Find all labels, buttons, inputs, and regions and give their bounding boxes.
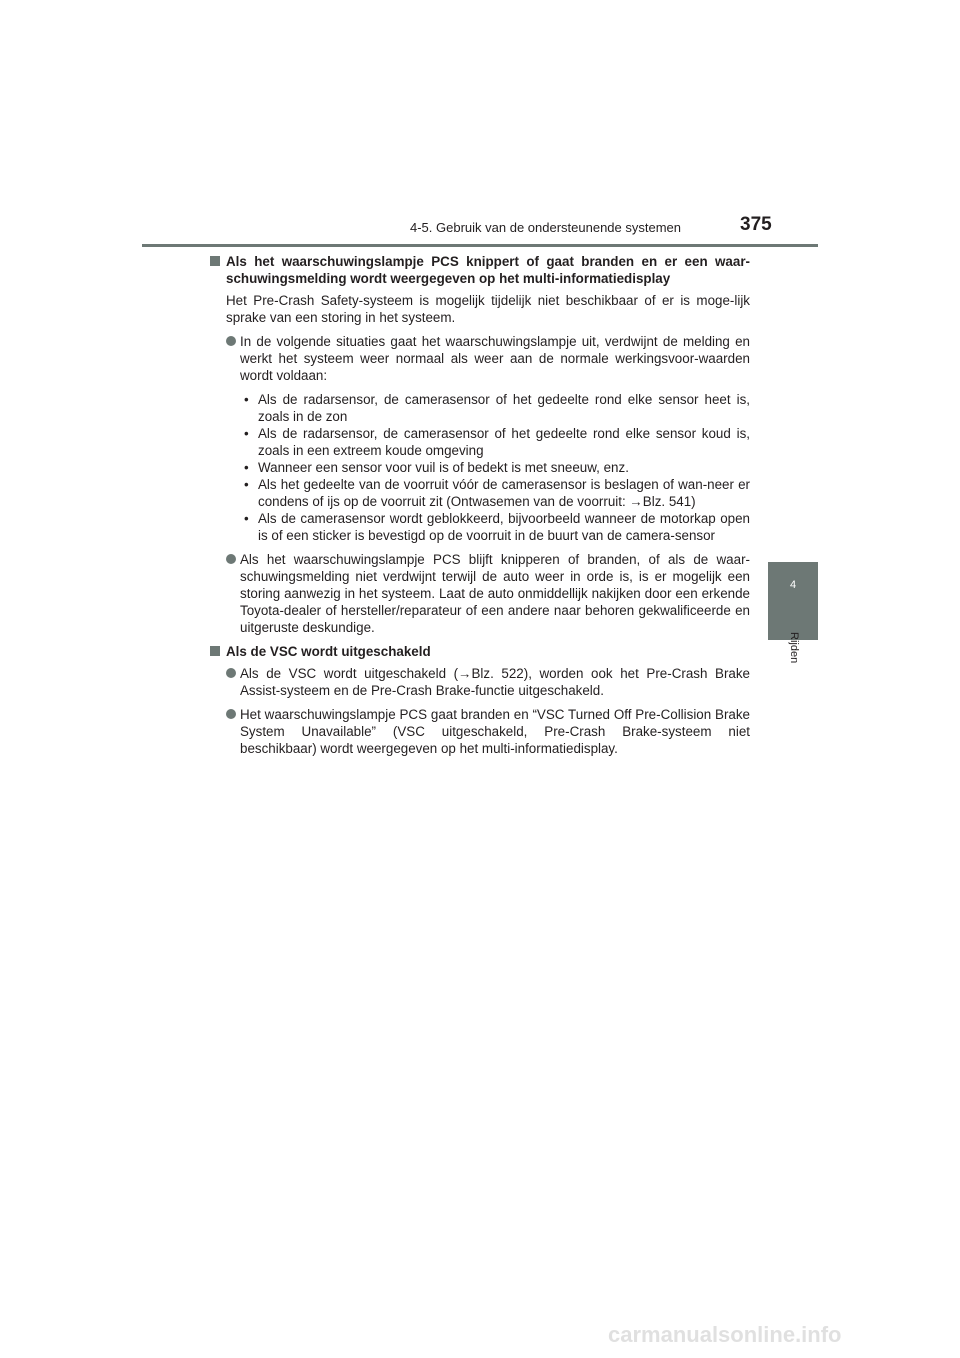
header-divider	[142, 244, 818, 247]
circle-bullet-icon	[226, 336, 236, 346]
section-heading	[210, 643, 750, 660]
list-item	[210, 706, 750, 757]
sub-list-item-text: Als het gedeelte van de voorruit vóór de camerasensor is beslagen of wan-neer er condens of ijs op de voorruit zit (Ontwasemen van de voorruit: →Blz. 541)	[258, 477, 750, 509]
list-item-text: Als het waarschuwingslampje PCS blijft knipperen of branden, of als de waar-schuwingsmelding niet verdwijnt terwijl de auto weer in orde is, is er mogelijk een storing aanwezig in het systeem. Laat de auto onmiddellijk nakijken door een erkende Toyota-dealer of hersteller/reparateur of een andere naar behoren gekwalificeerde en uitgeruste deskundige.	[240, 552, 750, 635]
sub-list-item: • Als de radarsensor, de camerasensor of het gedeelte rond elke sensor heet is, zoals in de zon	[244, 392, 750, 424]
list-item-text: Als de VSC wordt uitgeschakeld (→Blz. 522), worden ook het Pre-Crash Brake Assist-systeem en de Pre-Crash Brake-functie uitgeschakeld.	[240, 666, 750, 698]
sub-list-item: • Als de camerasensor wordt geblokkeerd, bijvoorbeeld wanneer de motorkap open is of een sticker is bevestigd op de voorruit in de buurt van de camera-sensor	[244, 511, 750, 543]
section-heading-text: Als het waarschuwingslampje PCS knippert of gaat branden en er een waar-schuwingsmelding wordt weergegeven op het multi-informatiedisplay	[226, 254, 750, 286]
sub-list-item-text: Als de radarsensor, de camerasensor of het gedeelte rond elke sensor heet is, zoals in de zon	[258, 392, 750, 424]
sub-list-item-text: Als de camerasensor wordt geblokkeerd, bijvoorbeeld wanneer de motorkap open is of een sticker is bevestigd op de voorruit in de buurt van de camera-sensor	[258, 511, 750, 543]
sub-list	[210, 391, 750, 544]
paragraph: Het Pre-Crash Safety-systeem is mogelijk tijdelijk niet beschikbaar of er is moge-lijk sprake van een storing in het systeem.	[226, 293, 750, 325]
section-heading	[210, 253, 750, 287]
list-item	[210, 551, 750, 636]
chapter-tab: 4	[768, 562, 818, 640]
sub-list-item-text: Wanneer een sensor voor vuil is of bedekt is met sneeuw, enz.	[258, 460, 629, 475]
circle-bullet-icon	[226, 668, 236, 678]
circle-bullet-icon	[226, 709, 236, 719]
list-item-text: In de volgende situaties gaat het waarschuwingslampje uit, verdwijnt de melding en werkt het systeem weer normaal als weer aan de normale werkingsvoor-waarden wordt voldaan:	[240, 334, 750, 383]
sub-list-item-text: Als de radarsensor, de camerasensor of het gedeelte rond elke sensor koud is, zoals in een extreem koude omgeving	[258, 426, 750, 458]
sub-list-item: • Wanneer een sensor voor vuil is of bedekt is met sneeuw, enz.	[244, 460, 629, 475]
square-bullet-icon	[210, 646, 220, 656]
sub-list-item: • Als de radarsensor, de camerasensor of het gedeelte rond elke sensor koud is, zoals in een extreem koude omgeving	[244, 426, 750, 458]
section-header: 4-5. Gebruik van de ondersteunende systemen	[410, 220, 682, 235]
list-item-text: Het waarschuwingslampje PCS gaat branden en “VSC Turned Off Pre-Collision Brake System Unavailable” (VSC uitgeschakeld, Pre-Crash Brake-systeem niet beschikbaar) wordt weergegeven op het multi-informatiedisplay.	[240, 707, 750, 756]
page-content	[210, 253, 750, 764]
watermark: carmanualsonline.info	[608, 1322, 842, 1347]
sub-list-item: • Als het gedeelte van de voorruit vóór de camerasensor is beslagen of wan-neer er condens of ijs op de voorruit zit (Ontwasemen van de voorruit: →Blz. 541)	[244, 477, 750, 509]
section-heading-text: Als de VSC wordt uitgeschakeld	[226, 644, 431, 659]
chapter-tab-label: Rijden	[788, 632, 800, 664]
list-item	[210, 333, 750, 384]
square-bullet-icon	[210, 256, 220, 266]
list-item	[210, 665, 750, 699]
page-number: 375	[740, 214, 772, 235]
circle-bullet-icon	[226, 554, 236, 564]
